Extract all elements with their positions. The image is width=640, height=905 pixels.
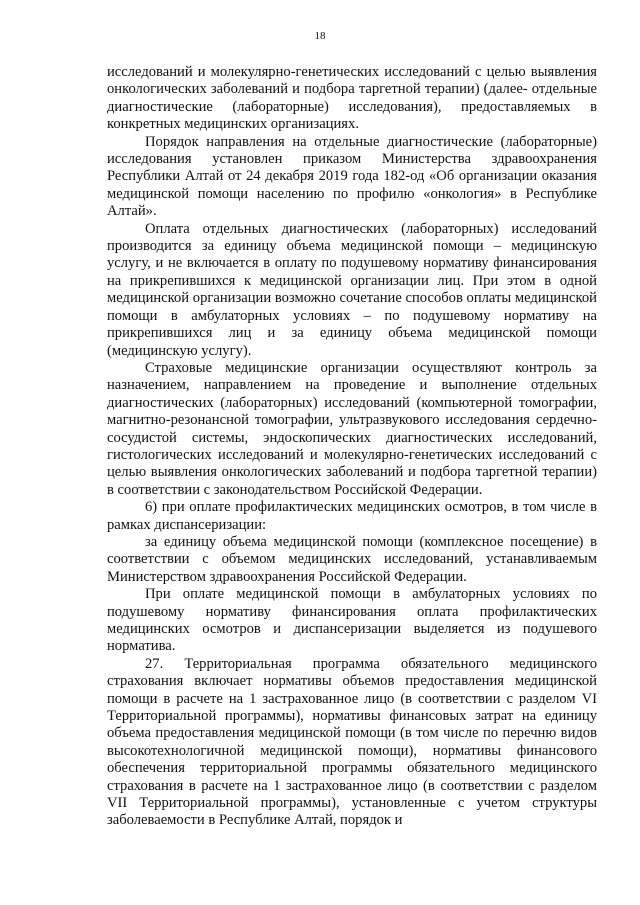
- paragraph-insurance-control: Страховые медицинские организации осуществляют контроль за назначением, направлением на проведение и выполнение отдельных диагностических (лабораторных) исследований (компьютерной томографии, магнитно-резонансной томографии, ультразвукового исследования сердечно-сосудистой системы, эндоскопических диагностических исследований, гистологических исследований и молекулярно-генетических исследований с целью выявления онкологических заболеваний и подбора таргетной терапии) в соответствии с законодательством Российской Федерации.: [107, 359, 597, 498]
- paragraph-referral-procedure: Порядок направления на отдельные диагностические (лабораторные) исследования установлен приказом Министерства здравоохранения Республики Алтай от 24 декабря 2019 года 182-од «Об организации оказания медицинской помощи населению по профилю «онкология» в Республике Алтай».: [107, 133, 597, 220]
- paragraph-per-capita-payment: При оплате медицинской помощи в амбулаторных условиях по подушевому нормативу финансирования оплата профилактических медицинских осмотров и диспансеризации выделяется из подушевого норматива.: [107, 586, 597, 655]
- paragraph-unit-of-volume: за единицу объема медицинской помощи (комплексное посещение) в соответствии с объемом медицинских исследований, устанавливаемым Министерством здравоохранения Российской Федерации.: [107, 533, 597, 585]
- paragraph-item-6: 6) при оплате профилактических медицинских осмотров, в том числе в рамках диспансеризации:: [107, 499, 597, 533]
- document-body: [107, 64, 597, 830]
- paragraph-item-27: 27. Территориальная программа обязательного медицинского страхования включает нормативы объемов предоставления медицинской помощи в расчете на 1 застрахованное лицо (в соответствии с разделом VI Территориальной программы), нормативы финансовых затрат на единицу объема предоставления медицинской помощи (в том числе по перечню видов высокотехнологичной медицинской помощи), нормативы финансового обеспечения территориальной программы обязательного медицинского страхования в расчете на 1 застрахованное лицо (в соответствии с разделом VII Территориальной программы), установленные с учетом структуры заболеваемости в Республике Алтай, порядок и: [107, 655, 597, 829]
- paragraph-payment-for-diagnostics: Оплата отдельных диагностических (лабораторных) исследований производится за единицу объема медицинской помощи – медицинскую услугу, и не включается в оплату по подушевому нормативу финансирования на прикрепившихся к медицинской организации лиц. При этом в одной медицинской организации возможно сочетание способов оплаты медицинской помощи в амбулаторных условиях – по подушевому нормативу на прикрепившихся лиц и за единицу объема медицинской помощи (медицинскую услугу).: [107, 220, 597, 359]
- paragraph-continuation: исследований и молекулярно-генетических исследований с целью выявления онкологических заболеваний и подбора таргетной терапии) (далее- отдельные диагностические (лабораторные) исследования), предоставляемых в конкретных медицинских организациях.: [107, 64, 597, 133]
- page-number: 18: [314, 30, 326, 42]
